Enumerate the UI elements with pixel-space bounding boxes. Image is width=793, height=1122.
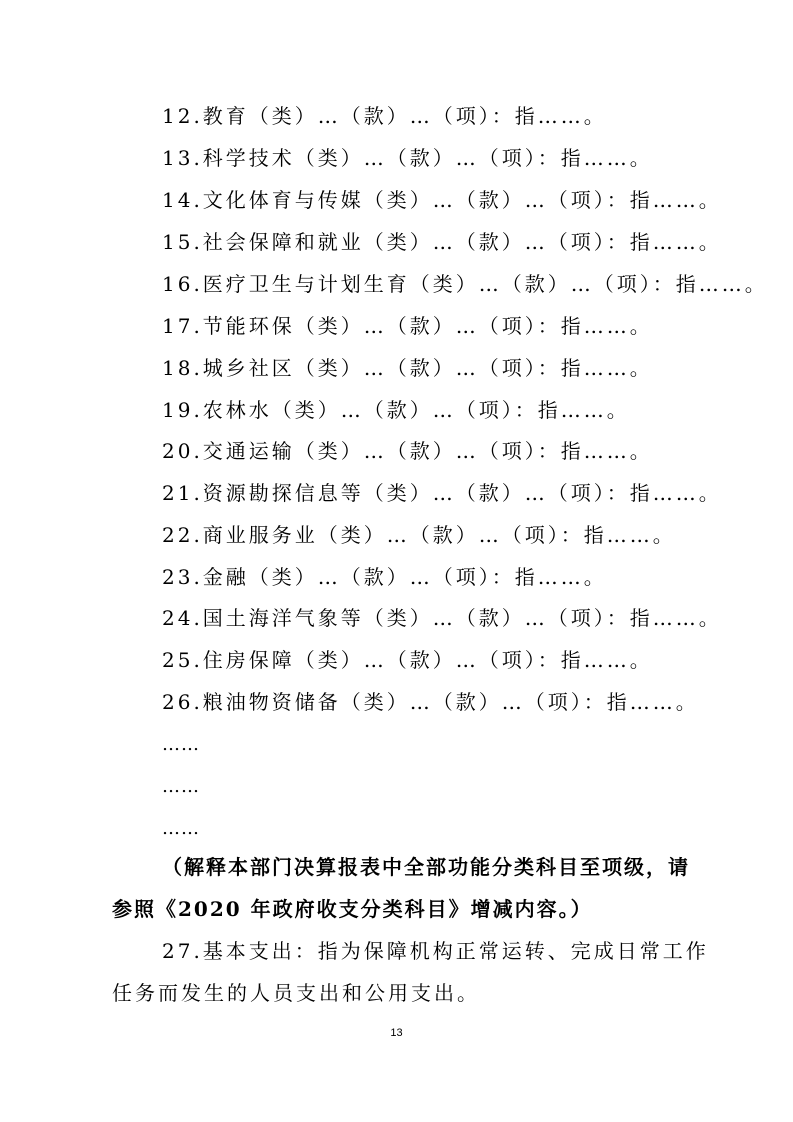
item-14: 14.文化体育与传媒（类）…（款）…（项）：指……。: [162, 188, 722, 212]
item-24: 24.国土海洋气象等（类）…（款）…（项）：指……。: [162, 606, 722, 630]
item-21: 21.资源勘探信息等（类）…（款）…（项）：指……。: [162, 481, 722, 505]
ellipsis-line: ……: [162, 818, 200, 839]
page-number: 13: [390, 1027, 403, 1039]
item-25: 25.住房保障（类）…（款）…（项）：指……。: [162, 648, 653, 672]
item-15: 15.社会保障和就业（类）…（款）…（项）：指……。: [162, 230, 722, 254]
item-22: 22.商业服务业（类）…（款）…（项）：指……。: [162, 523, 676, 547]
item-20: 20.交通运输（类）…（款）…（项）：指……。: [162, 439, 653, 463]
item-23: 23.金融（类）…（款）…（项）：指……。: [162, 565, 607, 589]
item-16: 16.医疗卫生与计划生育（类）…（款）…（项）：指……。: [162, 272, 768, 296]
item-26: 26.粮油物资储备（类）…（款）…（项）：指……。: [162, 690, 699, 714]
item-13: 13.科学技术（类）…（款）…（项）：指……。: [162, 146, 653, 170]
item-18: 18.城乡社区（类）…（款）…（项）：指……。: [162, 356, 653, 380]
item-19: 19.农林水（类）…（款）…（项）：指……。: [162, 398, 630, 422]
item-17: 17.节能环保（类）…（款）…（项）：指……。: [162, 314, 653, 338]
note-line-2: 参照《2020 年政府收支分类科目》增减内容。）: [112, 897, 593, 921]
item-12: 12.教育（类）…（款）…（项）：指……。: [162, 104, 607, 128]
ellipsis-line: ……: [162, 776, 200, 797]
ellipsis-line: ……: [162, 734, 200, 755]
paragraph-line-1: 27.基本支出：指为保障机构正常运转、完成日常工作: [162, 939, 709, 963]
paragraph-line-2: 任务而发生的人员支出和公用支出。: [112, 981, 480, 1005]
note-line-1: （解释本部门决算报表中全部功能分类科目至项级，请: [162, 855, 690, 879]
